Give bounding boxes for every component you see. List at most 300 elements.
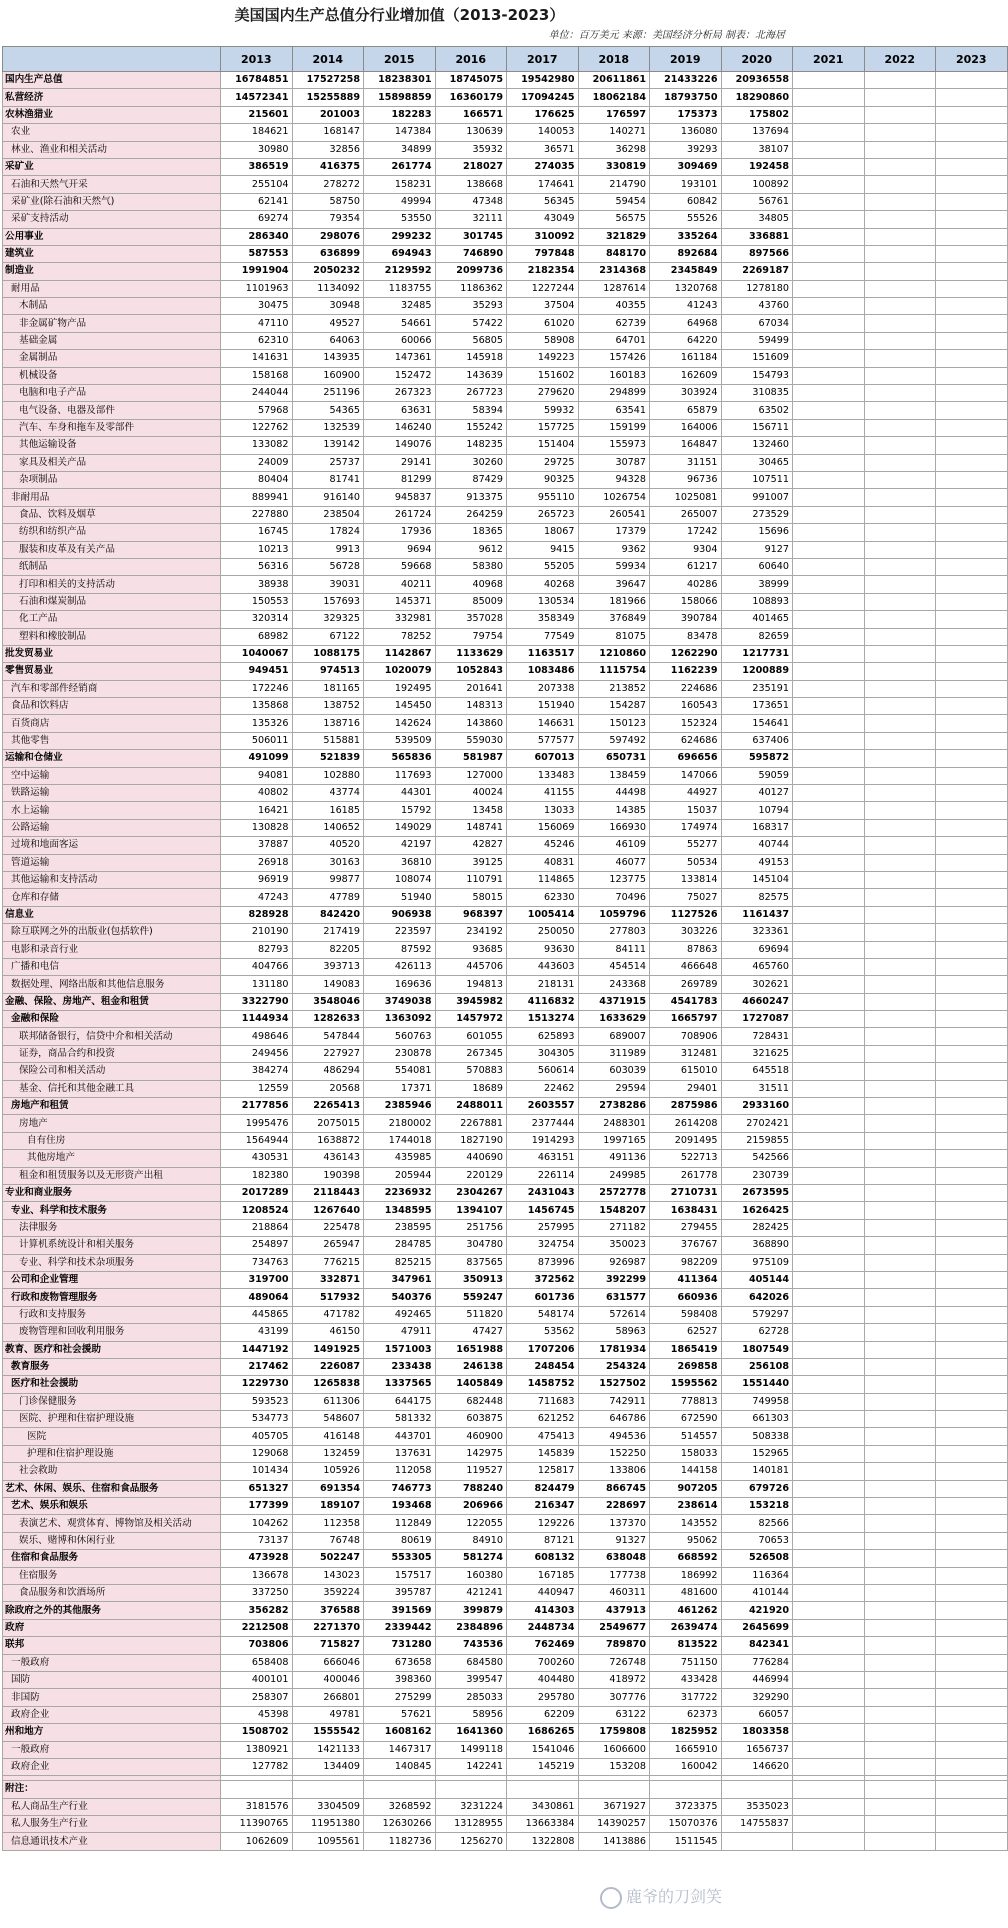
value-cell-2019: 461262: [650, 1602, 722, 1619]
value-cell-2013: 11390765: [221, 1816, 293, 1833]
industry-name-cell: 金属制品: [3, 350, 221, 367]
industry-name-cell: 租金和租赁服务以及无形资产出租: [3, 1167, 221, 1184]
value-cell-2014: 49781: [292, 1706, 364, 1723]
value-cell-2013: 2017289: [221, 1185, 293, 1202]
value-cell-2022: [864, 193, 936, 210]
value-cell-2015: 15898859: [364, 89, 436, 106]
value-cell-2017: 13033: [507, 802, 579, 819]
value-cell-2014: 201003: [292, 106, 364, 123]
value-cell-2020: 446994: [721, 1671, 793, 1688]
value-cell-2023: [936, 1567, 1008, 1584]
header-year-2014: 2014: [292, 47, 364, 72]
value-cell-2015: 299232: [364, 228, 436, 245]
value-cell-2021: [793, 158, 865, 175]
value-cell-2021: [793, 1798, 865, 1815]
value-cell-2013: 14572341: [221, 89, 293, 106]
industry-name-cell: 教育、医疗和社会援助: [3, 1341, 221, 1358]
value-cell-2013: 828928: [221, 906, 293, 923]
value-cell-2021: [793, 1115, 865, 1132]
value-cell-2021: [793, 1132, 865, 1149]
value-cell-2018: 437913: [578, 1602, 650, 1619]
value-cell-2020: 329290: [721, 1689, 793, 1706]
industry-name-cell: 其他房地产: [3, 1150, 221, 1167]
value-cell-2013: 215601: [221, 106, 293, 123]
table-row: [3, 1463, 1008, 1480]
value-cell-2015: 140845: [364, 1758, 436, 1775]
value-cell-2015: 3268592: [364, 1798, 436, 1815]
value-cell-2020: 152965: [721, 1445, 793, 1462]
value-cell-2013: 30980: [221, 141, 293, 158]
value-cell-2020: 132460: [721, 437, 793, 454]
value-cell-2018: 18062184: [578, 89, 650, 106]
value-cell-2013: 249456: [221, 1045, 293, 1062]
table-row: [3, 489, 1008, 506]
value-cell-2022: [864, 1306, 936, 1323]
value-cell-2023: [936, 1654, 1008, 1671]
value-cell-2018: 321829: [578, 228, 650, 245]
value-cell-2019: 60842: [650, 193, 722, 210]
industry-name-cell: 采矿业: [3, 158, 221, 175]
value-cell-2020: 154641: [721, 715, 793, 732]
value-cell-2017: 1322808: [507, 1833, 579, 1850]
value-cell-2021: [793, 924, 865, 941]
value-cell-2022: [864, 1689, 936, 1706]
value-cell-2020: 40127: [721, 785, 793, 802]
value-cell-2022: [864, 558, 936, 575]
value-cell-2014: 9913: [292, 541, 364, 558]
value-cell-2020: 302621: [721, 976, 793, 993]
value-cell-2016: 58015: [435, 889, 507, 906]
value-cell-2013: 217462: [221, 1358, 293, 1375]
value-cell-2020: 38999: [721, 576, 793, 593]
value-cell-2018: 376849: [578, 611, 650, 628]
value-cell-2013: 184621: [221, 124, 293, 141]
value-cell-2015: 108074: [364, 871, 436, 888]
value-cell-2021: [793, 785, 865, 802]
value-cell-2013: 210190: [221, 924, 293, 941]
value-cell-2018: [578, 1781, 650, 1798]
value-cell-2020: 116364: [721, 1567, 793, 1584]
value-cell-2016: 201641: [435, 680, 507, 697]
industry-name-cell: 水上运输: [3, 802, 221, 819]
industry-name-cell: 行政和支持服务: [3, 1306, 221, 1323]
value-cell-2019: 2345849: [650, 263, 722, 280]
value-cell-2023: [936, 767, 1008, 784]
value-cell-2014: 2265413: [292, 1098, 364, 1115]
value-cell-2023: [936, 1080, 1008, 1097]
value-cell-2022: [864, 1584, 936, 1601]
value-cell-2015: 80619: [364, 1532, 436, 1549]
value-cell-2022: [864, 889, 936, 906]
value-cell-2014: 776215: [292, 1254, 364, 1271]
industry-name-cell: 其他零售: [3, 732, 221, 749]
industry-name-cell: 零售贸易业: [3, 663, 221, 680]
value-cell-2022: [864, 663, 936, 680]
value-cell-2016: 40968: [435, 576, 507, 593]
value-cell-2021: [793, 906, 865, 923]
value-cell-2023: [936, 576, 1008, 593]
value-cell-2023: [936, 332, 1008, 349]
industry-name-cell: 行政和废物管理服务: [3, 1289, 221, 1306]
value-cell-2019: 1638431: [650, 1202, 722, 1219]
value-cell-2016: 267723: [435, 385, 507, 402]
value-cell-2017: 577577: [507, 732, 579, 749]
value-cell-2019: 615010: [650, 1063, 722, 1080]
value-cell-2014: 99877: [292, 871, 364, 888]
value-cell-2022: [864, 1202, 936, 1219]
industry-name-cell: 金融、保险、房地产、租金和租赁: [3, 993, 221, 1010]
value-cell-2023: [936, 1411, 1008, 1428]
value-cell-2019: 598408: [650, 1306, 722, 1323]
value-cell-2020: 465760: [721, 958, 793, 975]
value-cell-2021: [793, 698, 865, 715]
value-cell-2015: 9694: [364, 541, 436, 558]
value-cell-2022: [864, 976, 936, 993]
value-cell-2023: [936, 1816, 1008, 1833]
value-cell-2014: 486294: [292, 1063, 364, 1080]
value-cell-2016: 218027: [435, 158, 507, 175]
value-cell-2017: 151404: [507, 437, 579, 454]
value-cell-2013: 587553: [221, 245, 293, 262]
value-cell-2017: 13663384: [507, 1816, 579, 1833]
value-cell-2014: 298076: [292, 228, 364, 245]
value-cell-2019: 9304: [650, 541, 722, 558]
value-cell-2019: 61217: [650, 558, 722, 575]
value-cell-2020: 642026: [721, 1289, 793, 1306]
value-cell-2023: [936, 906, 1008, 923]
value-cell-2018: 646786: [578, 1411, 650, 1428]
value-cell-2023: [936, 437, 1008, 454]
value-cell-2023: [936, 663, 1008, 680]
value-cell-2020: 1161437: [721, 906, 793, 923]
value-cell-2014: 1088175: [292, 645, 364, 662]
value-cell-2022: [864, 1271, 936, 1288]
value-cell-2014: 39031: [292, 576, 364, 593]
value-cell-2022: [864, 1480, 936, 1497]
table-row: [3, 402, 1008, 419]
value-cell-2018: 58963: [578, 1324, 650, 1341]
value-cell-2022: [864, 906, 936, 923]
value-cell-2015: 560763: [364, 1028, 436, 1045]
value-cell-2013: 3181576: [221, 1798, 293, 1815]
value-cell-2016: 160380: [435, 1567, 507, 1584]
value-cell-2019: 335264: [650, 228, 722, 245]
value-cell-2016: 581274: [435, 1550, 507, 1567]
value-cell-2014: 149083: [292, 976, 364, 993]
value-cell-2019: 2614208: [650, 1115, 722, 1132]
value-cell-2020: 508338: [721, 1428, 793, 1445]
value-cell-2021: [793, 854, 865, 871]
value-cell-2021: [793, 1689, 865, 1706]
value-cell-2017: 174641: [507, 176, 579, 193]
value-cell-2013: 122762: [221, 419, 293, 436]
value-cell-2020: 31511: [721, 1080, 793, 1097]
value-cell-2018: 63541: [578, 402, 650, 419]
value-cell-2020: 256108: [721, 1358, 793, 1375]
value-cell-2017: 700260: [507, 1654, 579, 1671]
value-cell-2013: 57968: [221, 402, 293, 419]
value-cell-2019: 21433226: [650, 72, 722, 89]
value-cell-2019: 64968: [650, 315, 722, 332]
table-row: [3, 698, 1008, 715]
value-cell-2023: [936, 1671, 1008, 1688]
value-cell-2014: 225478: [292, 1219, 364, 1236]
value-cell-2023: [936, 976, 1008, 993]
table-row: [3, 1567, 1008, 1584]
value-cell-2017: 36571: [507, 141, 579, 158]
value-cell-2021: [793, 1098, 865, 1115]
value-cell-2019: 317722: [650, 1689, 722, 1706]
value-cell-2023: [936, 1132, 1008, 1149]
table-row: [3, 1671, 1008, 1688]
value-cell-2022: [864, 124, 936, 141]
value-cell-2021: [793, 541, 865, 558]
value-cell-2018: 228697: [578, 1498, 650, 1515]
value-cell-2017: 1005414: [507, 906, 579, 923]
table-row: [3, 1515, 1008, 1532]
value-cell-2023: [936, 454, 1008, 471]
value-cell-2019: 224686: [650, 680, 722, 697]
value-cell-2018: 638048: [578, 1550, 650, 1567]
value-cell-2013: 286340: [221, 228, 293, 245]
industry-name-cell: 房地产和租赁: [3, 1098, 221, 1115]
value-cell-2023: [936, 1724, 1008, 1741]
value-cell-2019: 376767: [650, 1237, 722, 1254]
value-cell-2020: 15696: [721, 524, 793, 541]
value-cell-2016: 39125: [435, 854, 507, 871]
value-cell-2022: [864, 106, 936, 123]
value-cell-2013: 1062609: [221, 1833, 293, 1850]
value-cell-2015: 17371: [364, 1080, 436, 1097]
value-cell-2020: 4660247: [721, 993, 793, 1010]
table-row: [3, 1324, 1008, 1341]
value-cell-2022: [864, 1254, 936, 1271]
industry-name-cell: 采矿业(除石油和天然气): [3, 193, 221, 210]
industry-name-cell: 非金属矿物产品: [3, 315, 221, 332]
value-cell-2020: 1278180: [721, 280, 793, 297]
value-cell-2018: 154287: [578, 698, 650, 715]
value-cell-2015: 1608162: [364, 1724, 436, 1741]
industry-name-cell: 联邦储备银行，信贷中介和相关活动: [3, 1028, 221, 1045]
industry-name-cell: 证券，商品合约和投资: [3, 1045, 221, 1062]
value-cell-2016: 9612: [435, 541, 507, 558]
value-cell-2019: 87863: [650, 941, 722, 958]
value-cell-2018: 1781934: [578, 1341, 650, 1358]
value-cell-2023: [936, 1480, 1008, 1497]
value-cell-2014: 160900: [292, 367, 364, 384]
value-cell-2020: 679726: [721, 1480, 793, 1497]
value-cell-2013: 1040067: [221, 645, 293, 662]
value-cell-2013: 244044: [221, 385, 293, 402]
value-cell-2022: [864, 1550, 936, 1567]
value-cell-2023: [936, 1150, 1008, 1167]
value-cell-2015: 60066: [364, 332, 436, 349]
value-cell-2013: 130828: [221, 819, 293, 836]
industry-name-cell: 杂项制品: [3, 471, 221, 488]
value-cell-2021: [793, 1637, 865, 1654]
value-cell-2023: [936, 1011, 1008, 1028]
value-cell-2020: 310835: [721, 385, 793, 402]
value-cell-2016: 206966: [435, 1498, 507, 1515]
table-row: [3, 1724, 1008, 1741]
value-cell-2022: [864, 1028, 936, 1045]
value-cell-2017: 129226: [507, 1515, 579, 1532]
value-cell-2013: 489064: [221, 1289, 293, 1306]
table-row: [3, 1654, 1008, 1671]
value-cell-2022: [864, 941, 936, 958]
value-cell-2015: 112849: [364, 1515, 436, 1532]
value-cell-2020: 10794: [721, 802, 793, 819]
value-cell-2013: 30475: [221, 298, 293, 315]
value-cell-2014: 2075015: [292, 1115, 364, 1132]
value-cell-2022: [864, 72, 936, 89]
value-cell-2016: 220129: [435, 1167, 507, 1184]
value-cell-2015: 112058: [364, 1463, 436, 1480]
value-cell-2020: 59059: [721, 767, 793, 784]
value-cell-2013: 703806: [221, 1637, 293, 1654]
value-cell-2021: [793, 419, 865, 436]
value-cell-2018: 30787: [578, 454, 650, 471]
value-cell-2019: 15037: [650, 802, 722, 819]
value-cell-2021: [793, 524, 865, 541]
value-cell-2021: [793, 298, 865, 315]
value-cell-2017: 372562: [507, 1271, 579, 1288]
value-cell-2014: 190398: [292, 1167, 364, 1184]
value-cell-2016: 1394107: [435, 1202, 507, 1219]
value-cell-2015: 157517: [364, 1567, 436, 1584]
value-cell-2014: 67122: [292, 628, 364, 645]
value-cell-2013: 1995476: [221, 1115, 293, 1132]
table-row: [3, 1098, 1008, 1115]
value-cell-2018: 491136: [578, 1150, 650, 1167]
value-cell-2017: 59932: [507, 402, 579, 419]
value-cell-2022: [864, 437, 936, 454]
header-year-2020: 2020: [721, 47, 793, 72]
value-cell-2017: 87121: [507, 1532, 579, 1549]
value-cell-2021: [793, 1237, 865, 1254]
value-cell-2021: [793, 1393, 865, 1410]
table-row: [3, 663, 1008, 680]
value-cell-2020: 1551440: [721, 1376, 793, 1393]
value-cell-2019: 813522: [650, 1637, 722, 1654]
value-cell-2022: [864, 871, 936, 888]
value-cell-2019: 31151: [650, 454, 722, 471]
value-cell-2021: [793, 454, 865, 471]
value-cell-2013: 62310: [221, 332, 293, 349]
value-cell-2018: 20611861: [578, 72, 650, 89]
value-cell-2019: 481600: [650, 1584, 722, 1601]
value-cell-2017: 1456745: [507, 1202, 579, 1219]
industry-name-cell: 艺术、娱乐和娱乐: [3, 1498, 221, 1515]
value-cell-2014: 1555542: [292, 1724, 364, 1741]
table-row: [3, 1706, 1008, 1723]
value-cell-2018: 140271: [578, 124, 650, 141]
value-cell-2017: 45246: [507, 837, 579, 854]
table-row: [3, 419, 1008, 436]
value-cell-2016: 1641360: [435, 1724, 507, 1741]
value-cell-2021: [793, 176, 865, 193]
value-cell-2021: [793, 1063, 865, 1080]
value-cell-2023: [936, 1237, 1008, 1254]
value-cell-2019: 55277: [650, 837, 722, 854]
value-cell-2021: [793, 1816, 865, 1833]
value-cell-2014: 393713: [292, 958, 364, 975]
value-cell-2013: 651327: [221, 1480, 293, 1497]
value-cell-2014: 3548046: [292, 993, 364, 1010]
value-cell-2021: [793, 611, 865, 628]
value-cell-2019: 175373: [650, 106, 722, 123]
value-cell-2021: [793, 976, 865, 993]
value-cell-2015: 1183755: [364, 280, 436, 297]
industry-name-cell: 专业、科学和技术杂项服务: [3, 1254, 221, 1271]
value-cell-2018: 153208: [578, 1758, 650, 1775]
value-cell-2020: 776284: [721, 1654, 793, 1671]
industry-name-cell: 农林渔猎业: [3, 106, 221, 123]
table-row: [3, 558, 1008, 575]
value-cell-2018: 1527502: [578, 1376, 650, 1393]
value-cell-2023: [936, 1445, 1008, 1462]
value-cell-2019: 164847: [650, 437, 722, 454]
value-cell-2023: [936, 1324, 1008, 1341]
value-cell-2021: [793, 1150, 865, 1167]
value-cell-2023: [936, 1219, 1008, 1236]
value-cell-2015: 3749038: [364, 993, 436, 1010]
value-cell-2014: 168147: [292, 124, 364, 141]
value-cell-2020: 1217731: [721, 645, 793, 662]
value-cell-2017: 56345: [507, 193, 579, 210]
value-cell-2014: 2118443: [292, 1185, 364, 1202]
value-cell-2013: 68982: [221, 628, 293, 645]
value-cell-2016: 511820: [435, 1306, 507, 1323]
table-row: [3, 1816, 1008, 1833]
value-cell-2015: 275299: [364, 1689, 436, 1706]
value-cell-2013: 498646: [221, 1028, 293, 1045]
value-cell-2014: 56728: [292, 558, 364, 575]
value-cell-2021: [793, 211, 865, 228]
value-cell-2016: 30260: [435, 454, 507, 471]
value-cell-2016: 93685: [435, 941, 507, 958]
value-cell-2013: 133082: [221, 437, 293, 454]
value-cell-2014: 1267640: [292, 1202, 364, 1219]
value-cell-2013: 43199: [221, 1324, 293, 1341]
value-cell-2015: 539509: [364, 732, 436, 749]
value-cell-2016: 1827190: [435, 1132, 507, 1149]
value-cell-2016: 166571: [435, 106, 507, 123]
value-cell-2020: 34805: [721, 211, 793, 228]
value-cell-2019: 160543: [650, 698, 722, 715]
value-cell-2013: 37887: [221, 837, 293, 854]
industry-name-cell: 房地产: [3, 1115, 221, 1132]
table-row: [3, 506, 1008, 523]
industry-name-cell: 基础金属: [3, 332, 221, 349]
value-cell-2023: [936, 1833, 1008, 1850]
value-cell-2013: 101434: [221, 1463, 293, 1480]
table-row: [3, 680, 1008, 697]
industry-name-cell: 批发贸易业: [3, 645, 221, 662]
value-cell-2021: [793, 1532, 865, 1549]
value-cell-2022: [864, 1011, 936, 1028]
value-cell-2013: 1447192: [221, 1341, 293, 1358]
value-cell-2023: [936, 1798, 1008, 1815]
table-row: [3, 1185, 1008, 1202]
value-cell-2022: [864, 785, 936, 802]
value-cell-2017: 1541046: [507, 1741, 579, 1758]
value-cell-2014: 30163: [292, 854, 364, 871]
industry-name-cell: 建筑业: [3, 245, 221, 262]
value-cell-2013: 172246: [221, 680, 293, 697]
value-cell-2017: 40268: [507, 576, 579, 593]
table-row: [3, 1550, 1008, 1567]
